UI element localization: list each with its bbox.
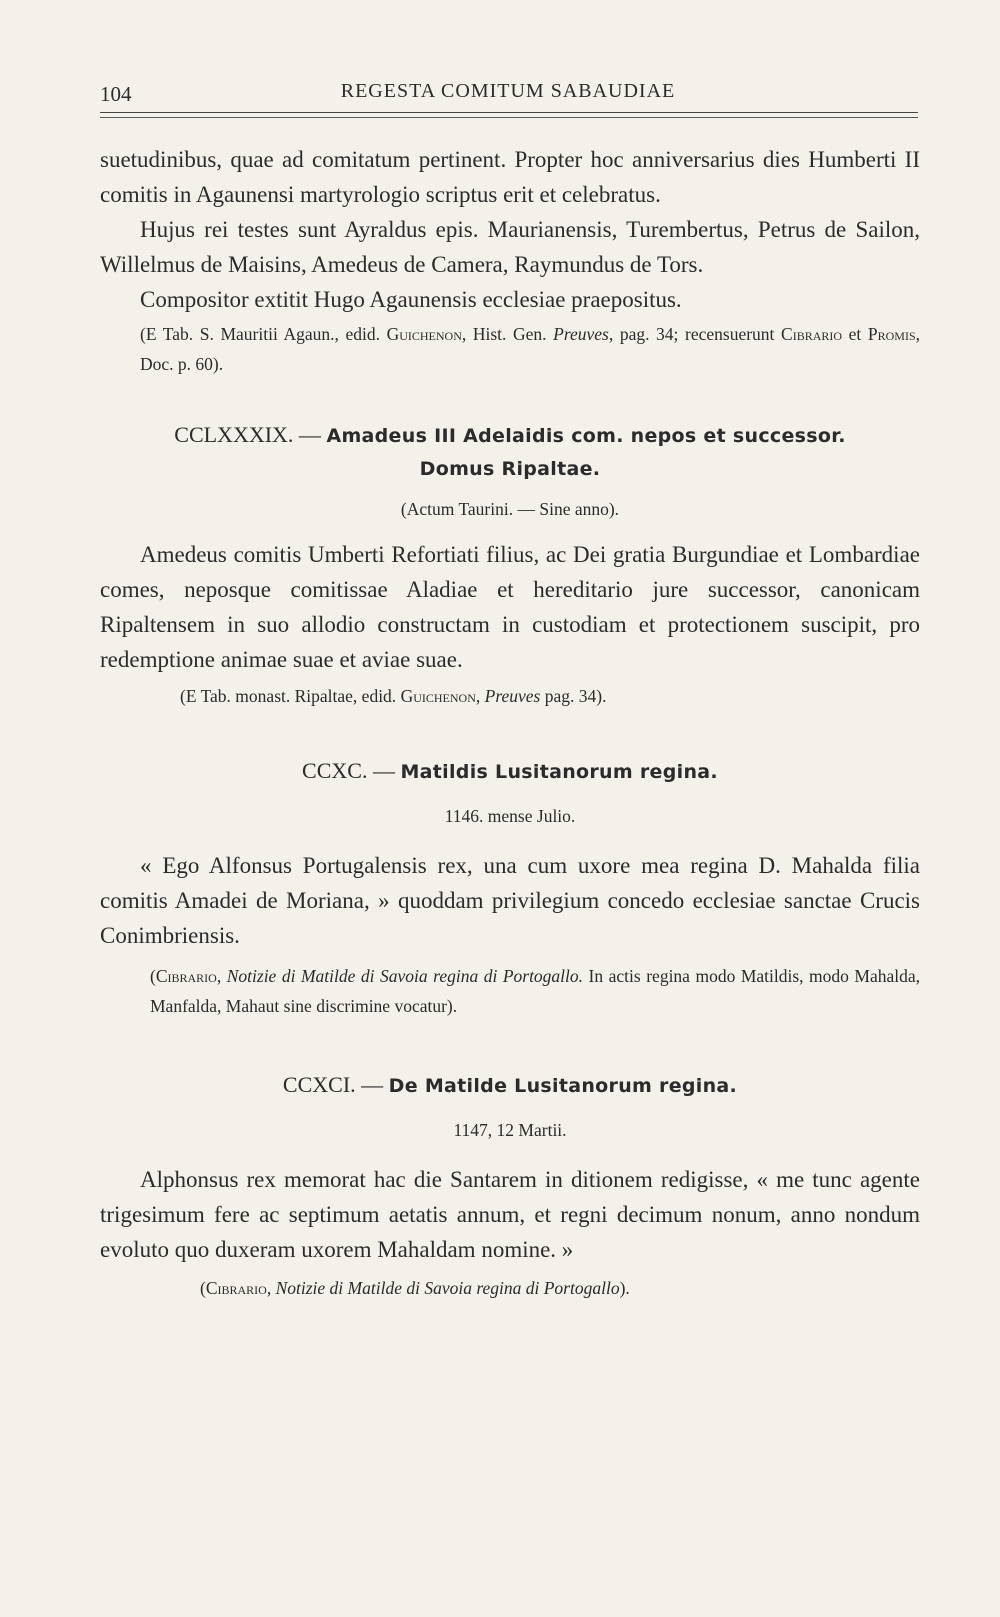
- entry-date: 1146. mense Julio.: [444, 806, 576, 826]
- entry-subtitle: Domus Ripaltae.: [419, 458, 601, 480]
- entry-number: CCXC. —: [302, 758, 395, 783]
- citation-text: ).: [619, 1278, 630, 1298]
- entry-title: Amadeus III Adelaidis com. nepos et successor.: [326, 425, 846, 447]
- running-title: REGESTA COMITUM SABAUDIAE: [340, 80, 676, 102]
- citation-author: Guichenon: [400, 686, 476, 706]
- entry-heading: [100, 419, 920, 452]
- citation-text: In actis regina modo Matildis, modo Mahalda, Manfalda, Mahaut sine discrimine vocatur).: [150, 966, 921, 1016]
- citation-author: Cibrario: [781, 324, 843, 344]
- citation-text: , Doc. p. 60).: [140, 324, 920, 374]
- citation-author: Guichenon: [386, 324, 462, 344]
- citation-text: (E Tab. S. Mauritii Agaun., edid.: [140, 324, 387, 344]
- citation-title: Notizie di Matilde di Savoia regina di Portogallo: [275, 1278, 620, 1298]
- citation-title: Preuves: [553, 324, 609, 344]
- entry-heading: [100, 755, 920, 788]
- citation-text: , Hist. Gen.: [461, 324, 554, 344]
- page-body: [100, 142, 920, 1303]
- paragraph: Hujus rei testes sunt Ayraldus epis. Maurianensis, Turembertus, Petrus de Sailon, Willelmus de Maisins, Amedeus de Camera, Raymundus de Tors.: [100, 217, 920, 277]
- citation-text: ,: [475, 686, 485, 706]
- citation-author: Promis: [867, 324, 916, 344]
- header-rule: [100, 112, 918, 113]
- entry-title: Matildis Lusitanorum regina.: [400, 761, 718, 783]
- citation-text: ,: [266, 1278, 276, 1298]
- paragraph: Alphonsus rex memorat hac die Santarem in ditionem redigisse, « me tunc agente trigesimum fere ac septimum aetatis annum, et regni decimum nonum, anno nondum evoluto quo duxeram uxorem Mahaldam nomine. »: [100, 1167, 920, 1262]
- citation-text: et: [842, 324, 868, 344]
- source-citation: [140, 319, 920, 379]
- citation-author: Cibrario: [155, 966, 217, 986]
- entry-heading: [100, 1069, 920, 1102]
- citation-text: ,: [216, 966, 227, 986]
- entry-subheading: [100, 452, 920, 485]
- entry-date: 1147, 12 Martii.: [453, 1120, 567, 1140]
- citation-text: , pag. 34; recensuerunt: [608, 324, 782, 344]
- citation-title: Preuves: [484, 686, 541, 706]
- entry-number: CCLXXXIX. —: [174, 422, 321, 447]
- source-citation: [150, 961, 920, 1021]
- paragraph: « Ego Alfonsus Portugalensis rex, una cum uxore mea regina D. Mahalda filia comitis Amadei de Moriana, » quoddam privilegium concedo ecclesiae sanctae Crucis Conimbriensis.: [100, 853, 920, 948]
- citation-title: Notizie di Matilde di Savoia regina di Portogallo.: [226, 966, 584, 986]
- entry-number: CCXCI. —: [282, 1072, 384, 1097]
- citation-text: (E Tab. monast. Ripaltae, edid.: [180, 686, 401, 706]
- page-number: 104: [100, 82, 132, 106]
- citation-text: (: [200, 1278, 206, 1298]
- citation-text: pag. 34).: [540, 686, 607, 706]
- citation-text: (: [150, 966, 156, 986]
- entry-title: De Matilde Lusitanorum regina.: [388, 1075, 738, 1097]
- source-citation: [180, 681, 920, 711]
- paragraph: Compositor extitit Hugo Agaunensis ecclesiae praepositus.: [140, 287, 682, 312]
- citation-author: Cibrario: [205, 1278, 267, 1298]
- entry-date: (Actum Taurini. — Sine anno).: [400, 499, 620, 519]
- header-rule-thin: [100, 117, 918, 118]
- paragraph: suetudinibus, quae ad comitatum pertinent. Propter hoc anniversarius dies Humberti II comitis in Agaunensi martyrologio scriptus erit et celebratus.: [100, 147, 920, 207]
- running-header: [100, 78, 916, 108]
- paragraph: Amedeus comitis Umberti Refortiati filius, ac Dei gratia Burgundiae et Lombardiae comes, neposque comitissae Aladiae et hereditario jure successor, canonicam Ripaltensem in suo allodio constructam in custodiam et protectionem suscipit, pro redemptione animae suae et aviae suae.: [100, 542, 920, 672]
- source-citation: [200, 1273, 920, 1303]
